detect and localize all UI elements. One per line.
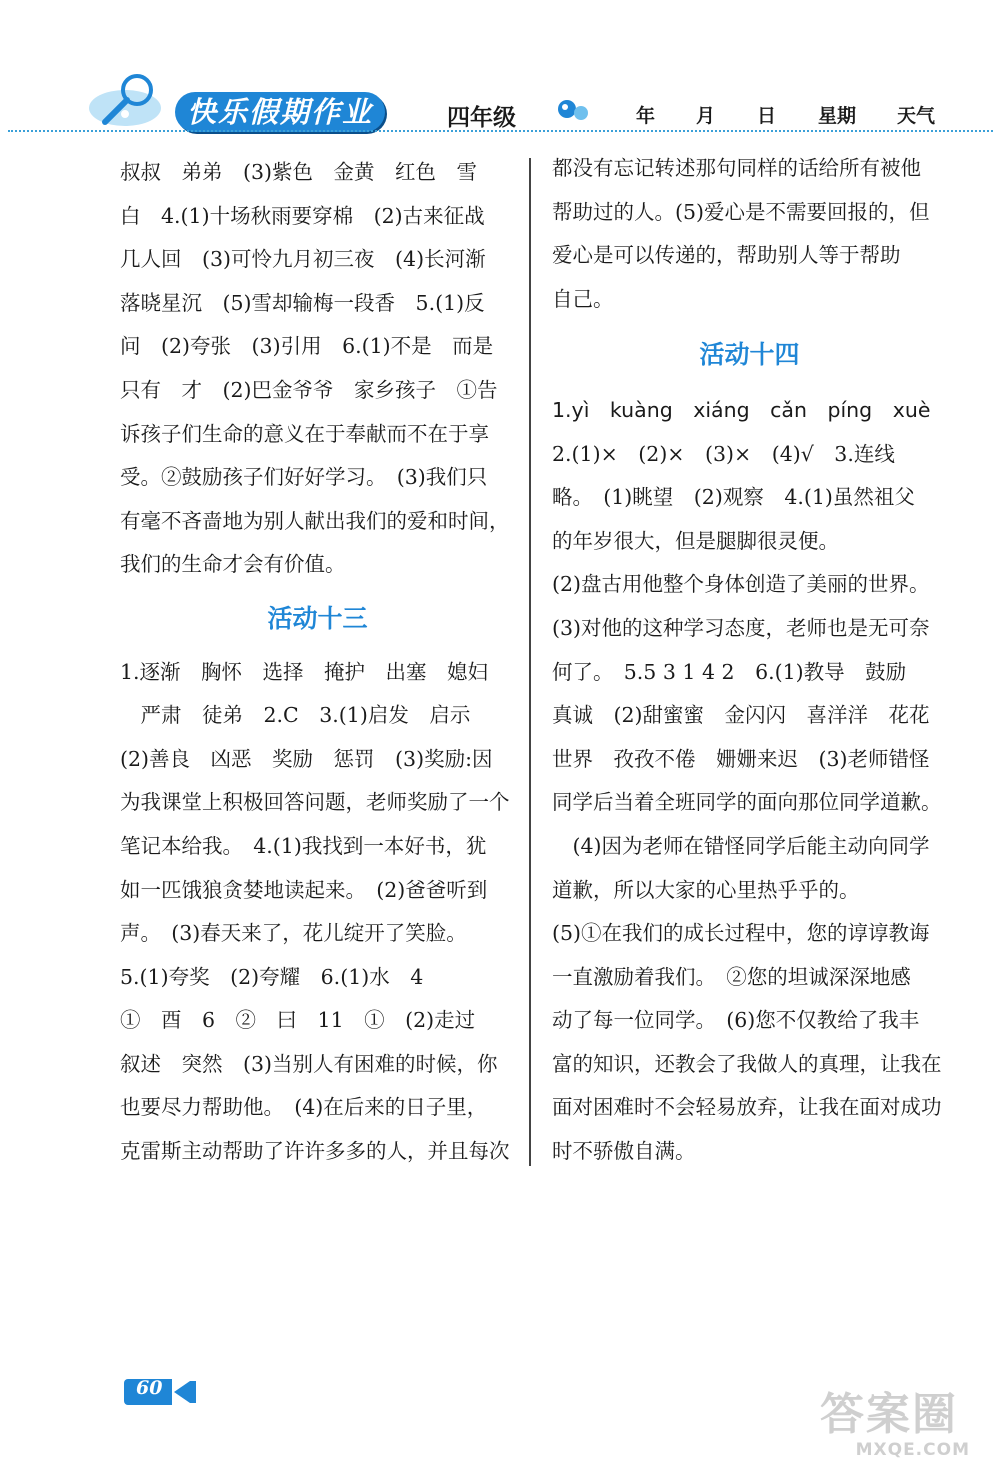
answer-line: 落晓星沉 (5)雪却输梅一段香 5.(1)反 — [120, 290, 485, 315]
answer-line: (4)因为老师在错怪同学后能主动向同学 — [552, 833, 930, 858]
page-arrow-bar — [190, 1381, 196, 1403]
answer-line: 世界 孜孜不倦 姗姗来迟 (3)老师错怪 — [552, 746, 930, 771]
answer-line: 5.(1)夸奖 (2)夸耀 6.(1)水 4 — [120, 964, 424, 989]
balls-decoration-icon — [555, 95, 595, 125]
answer-line: 略。 (1)眺望 (2)观察 4.(1)虽然祖父 — [552, 485, 915, 510]
answer-line: (3)对他的这种学习态度，老师也是无可奈 — [552, 615, 930, 640]
answer-line: 几人回 (3)可怜九月初三夜 (4)长河渐 — [120, 247, 486, 272]
answer-line: 诉孩子们生命的意义在于奉献而不在于享 — [120, 421, 489, 446]
section-heading-activity-14: 活动十四 — [699, 340, 800, 370]
magnifier-logo-icon — [85, 70, 165, 130]
answer-line: 问 (2)夸张 (3)引用 6.(1)不是 而是 — [120, 334, 494, 359]
grade-label: 四年级 — [447, 105, 516, 131]
answer-line: 声。 (3)春天来了，花儿绽开了笑脸。 — [120, 921, 467, 946]
answer-line: 为我课堂上积极回答问题，老师奖励了一个 — [120, 790, 510, 815]
answer-line: 同学后当着全班同学的面向那位同学道歉。 — [552, 790, 942, 815]
month-field: 月 — [696, 105, 716, 127]
day-field: 日 — [757, 105, 777, 127]
answer-line: 笔记本给我。 4.(1)我找到一本好书，犹 — [120, 833, 487, 858]
answer-line: 只有 才 (2)巴金爷爷 家乡孩子 ①告 — [120, 377, 498, 402]
page-header — [0, 0, 1000, 160]
answer-line: 动了每一位同学。 (6)您不仅教给了我丰 — [552, 1008, 920, 1033]
page-arrow-icon — [174, 1381, 190, 1403]
weather-field: 天气 — [897, 105, 936, 127]
watermark — [820, 1390, 970, 1470]
answer-line: 爱心是可以传递的，帮助别人等于帮助 — [552, 243, 901, 268]
left-column — [120, 151, 515, 1174]
answer-line: 的年岁很大，但是腿脚很灵便。 — [552, 528, 839, 553]
answer-line: 也要尽力帮助他。 (4)在后来的日子里， — [120, 1095, 488, 1120]
answer-line: 叙述 突然 (3)当别人有困难的时候，你 — [120, 1051, 498, 1076]
answer-line: 真诚 (2)甜蜜蜜 金闪闪 喜洋洋 花花 — [552, 703, 930, 728]
answer-line: 叔叔 弟弟 (3)紫色 金黄 红色 雪 — [120, 160, 478, 184]
answer-line: ① 酉 6 ② 曰 11 ① (2)走过 — [120, 1008, 476, 1033]
section-heading-activity-13: 活动十三 — [267, 603, 368, 633]
book-title: 快乐假期作业 — [175, 92, 385, 132]
answer-line: 2.(1)× (2)× (3)× (4)√ 3.连线 — [552, 441, 895, 466]
answer-line: 道歉，所以大家的心里热乎乎的。 — [552, 877, 860, 902]
answer-line: 克雷斯主动帮助了许许多多的人，并且每次 — [120, 1139, 510, 1164]
answer-line: 一直激励着我们。 ②您的坦诚深深地感 — [552, 964, 911, 989]
answer-line: 面对困难时不会轻易放弃，让我在面对成功 — [552, 1095, 942, 1120]
answer-line: 自己。 — [552, 286, 614, 311]
answer-line: 严肃 徒弟 2.C 3.(1)启发 启示 — [120, 703, 471, 728]
right-column — [552, 147, 947, 1174]
answer-line: 如一匹饿狼贪婪地读起来。 (2)爸爸听到 — [120, 877, 488, 902]
header-divider — [8, 130, 993, 132]
answer-line: (2)善良 凶恶 奖励 惩罚 (3)奖励:因 — [120, 746, 493, 771]
watermark-logo: 答案圈 — [820, 1389, 958, 1440]
answer-line: 都没有忘记转述那句同样的话给所有被他 — [552, 156, 921, 180]
answer-line: 有毫不吝啬地为别人献出我们的爱和时间， — [120, 508, 510, 533]
answer-line: (2)盘古用他整个身体创造了美丽的世界。 — [552, 572, 930, 597]
column-divider — [529, 158, 531, 1166]
answer-line: 1.yì kuàng xiáng cǎn píng xuè — [552, 397, 931, 422]
watermark-url: MXQE.COM — [855, 1440, 970, 1460]
answer-line: 1.逐渐 胸怀 选择 掩护 出塞 媳妇 — [120, 659, 489, 684]
page-number: 60 — [136, 1377, 163, 1399]
answer-line: 时不骄傲自满。 — [552, 1139, 696, 1164]
answer-line: 我们的生命才会有价值。 — [120, 552, 346, 577]
weekday-field: 星期 — [818, 105, 857, 127]
answer-line: 帮助过的人。(5)爱心是不需要回报的，但 — [552, 199, 930, 224]
answer-line: 何了。 5.5 3 1 4 2 6.(1)教导 鼓励 — [552, 659, 907, 684]
answer-line: 富的知识，还教会了我做人的真理，让我在 — [552, 1051, 942, 1076]
answer-line: 受。②鼓励孩子们好好学习。 (3)我们只 — [120, 465, 488, 490]
answer-line: (5)①在我们的成长过程中，您的谆谆教诲 — [552, 921, 930, 946]
answer-line: 白 4.(1)十场秋雨要穿棉 (2)古来征战 — [120, 203, 485, 228]
year-field: 年 — [636, 105, 656, 127]
